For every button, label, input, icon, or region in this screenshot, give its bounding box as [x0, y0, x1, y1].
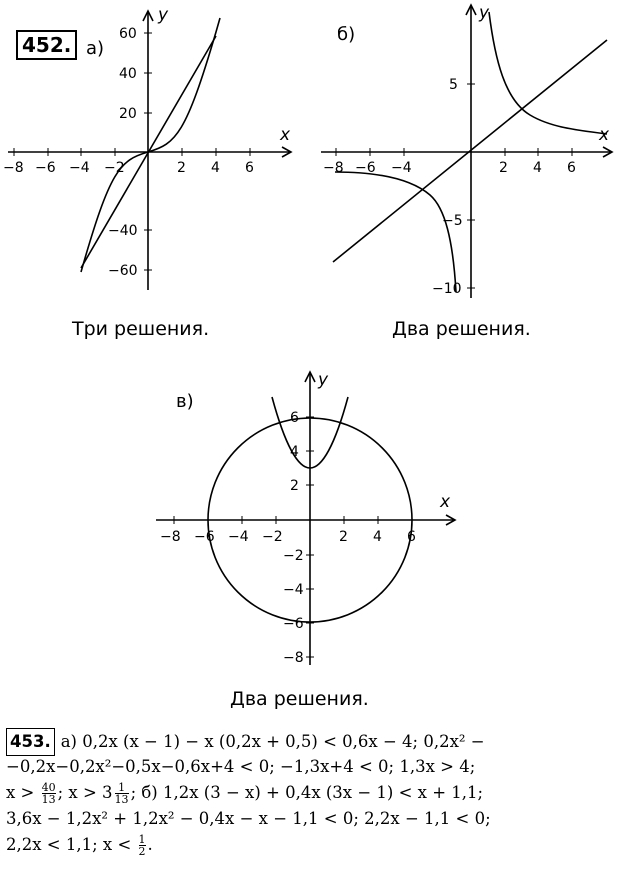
fraction	[115, 782, 129, 805]
x-tick-label: 2	[499, 160, 508, 176]
fraction-denominator: 13	[114, 793, 129, 806]
panel-label: а)	[86, 38, 105, 59]
y-tick-label: 5	[449, 77, 458, 93]
x-axis-label: x	[280, 125, 291, 145]
x-axis-label: x	[599, 125, 610, 145]
problem-453-solution	[6, 728, 614, 858]
solution-line	[6, 728, 614, 754]
panel-label: б)	[337, 24, 356, 45]
y-tick-label: 60	[119, 26, 137, 42]
solution-line	[6, 806, 614, 832]
fraction	[139, 834, 146, 857]
x-tick-label: −4	[391, 160, 412, 176]
fraction-numerator: 40	[41, 781, 56, 794]
fraction-denominator: 13	[41, 793, 56, 806]
y-tick-label: 40	[119, 66, 137, 82]
x-tick-label: −8	[160, 529, 181, 545]
solution-text: 3,6x − 1,2x² + 1,2x² − 0,4x − x − 1,1 < 0; 2,2x − 1,1 < 0;	[6, 809, 491, 828]
x-tick-label: 2	[177, 160, 186, 176]
x-tick-label: −8	[3, 160, 24, 176]
y-tick-label: −6	[283, 616, 304, 632]
y-axis-label: y	[158, 5, 169, 25]
fraction	[42, 782, 56, 805]
graph-c	[150, 365, 470, 675]
caption-a: Три решения.	[72, 318, 210, 340]
graph-a	[0, 0, 300, 300]
fraction-denominator: 2	[138, 845, 146, 858]
x-tick-label: 4	[211, 160, 220, 176]
x-tick-label: −6	[35, 160, 56, 176]
solution-text: .	[147, 835, 153, 854]
x-tick-label: −4	[228, 529, 249, 545]
x-axis-label: x	[440, 492, 451, 512]
solution-text: x >	[6, 783, 40, 802]
y-tick-label: 4	[290, 444, 299, 460]
solution-text: а) 0,2x (x − 1) − x (0,2x + 0,5) < 0,6x − 4; 0,2x² −	[60, 732, 485, 751]
solution-text: −0,2x−0,2x²−0,5x−0,6x+4 < 0; −1,3x+4 < 0; 1,3x > 4;	[6, 757, 476, 776]
y-tick-label: 20	[119, 106, 137, 122]
caption-c: Два решения.	[230, 688, 369, 710]
graph-b	[315, 0, 619, 305]
y-axis-label: y	[479, 3, 490, 23]
y-tick-label: −10	[432, 281, 462, 297]
x-tick-label: 6	[245, 160, 254, 176]
x-tick-label: 6	[567, 160, 576, 176]
y-tick-label: −4	[283, 582, 304, 598]
x-tick-label: 4	[533, 160, 542, 176]
solution-text: ; б) 1,2x (3 − x) + 0,4x (3x − 1) < x + 1,1;	[130, 783, 484, 802]
solution-text: 2,2x < 1,1; x <	[6, 835, 137, 854]
x-tick-label: −6	[355, 160, 376, 176]
fraction-numerator: 1	[115, 782, 129, 794]
y-tick-label: −60	[108, 263, 138, 279]
y-axis-label: y	[318, 370, 329, 390]
y-tick-label: −5	[442, 213, 463, 229]
solution-line	[6, 780, 614, 806]
y-tick-label: −2	[283, 548, 304, 564]
solution-text: ; x > 3	[57, 783, 113, 802]
y-tick-label: −8	[283, 650, 304, 666]
fraction-numerator: 1	[138, 833, 146, 846]
x-tick-label: −2	[104, 160, 125, 176]
x-tick-label: 4	[373, 529, 382, 545]
solution-line	[6, 754, 614, 780]
y-tick-label: −40	[108, 223, 138, 239]
x-tick-label: −6	[194, 529, 215, 545]
problem-number: 453.	[6, 728, 55, 756]
caption-b: Два решения.	[392, 318, 531, 340]
y-tick-label: 2	[290, 478, 299, 494]
x-tick-label: 6	[407, 529, 416, 545]
x-tick-label: −8	[323, 160, 344, 176]
panel-label: в)	[176, 391, 194, 412]
solution-line	[6, 832, 614, 858]
x-tick-label: 2	[339, 529, 348, 545]
problem-number: 452.	[22, 33, 72, 57]
y-tick-label: 6	[290, 410, 299, 426]
x-tick-label: −2	[262, 529, 283, 545]
x-tick-label: −4	[69, 160, 90, 176]
